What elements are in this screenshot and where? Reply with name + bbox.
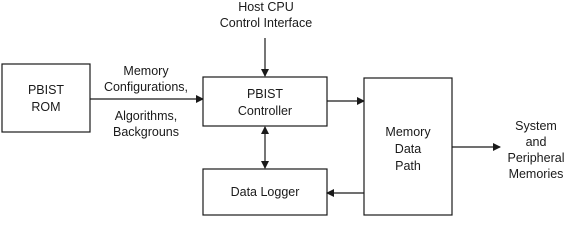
memories-label-line3: Peripheral — [507, 151, 565, 165]
pbist-controller-label-line1: PBIST — [246, 87, 284, 101]
memory-data-path-label-line3: Path — [395, 159, 421, 173]
rom-link-label-line3: Algorithms, — [114, 109, 178, 123]
rom-link-label-line1: Memory — [123, 64, 169, 78]
memories-label-line1: System — [515, 119, 557, 133]
memory-data-path-label-line2: Data — [394, 142, 422, 156]
data-logger-label: Data Logger — [230, 185, 300, 199]
memories-label-line2: and — [525, 135, 547, 149]
memory-data-path-label-line1: Memory — [385, 125, 431, 139]
pbist-rom-label-line2: ROM — [31, 100, 61, 114]
pbist-controller-label-line2: Controller — [237, 104, 293, 118]
pbist-controller-box — [203, 77, 327, 126]
host-cpu-label-line2: Control Interface — [219, 16, 313, 30]
memories-label-line4: Memories — [508, 167, 564, 181]
pbist-rom-label-line1: PBIST — [27, 83, 65, 97]
rom-link-label-line2: Configurations, — [103, 80, 189, 94]
rom-link-label-line4: Backgrouns — [112, 125, 180, 139]
pbist-rom-box — [2, 64, 90, 132]
host-cpu-label-line1: Host CPU — [238, 0, 294, 14]
